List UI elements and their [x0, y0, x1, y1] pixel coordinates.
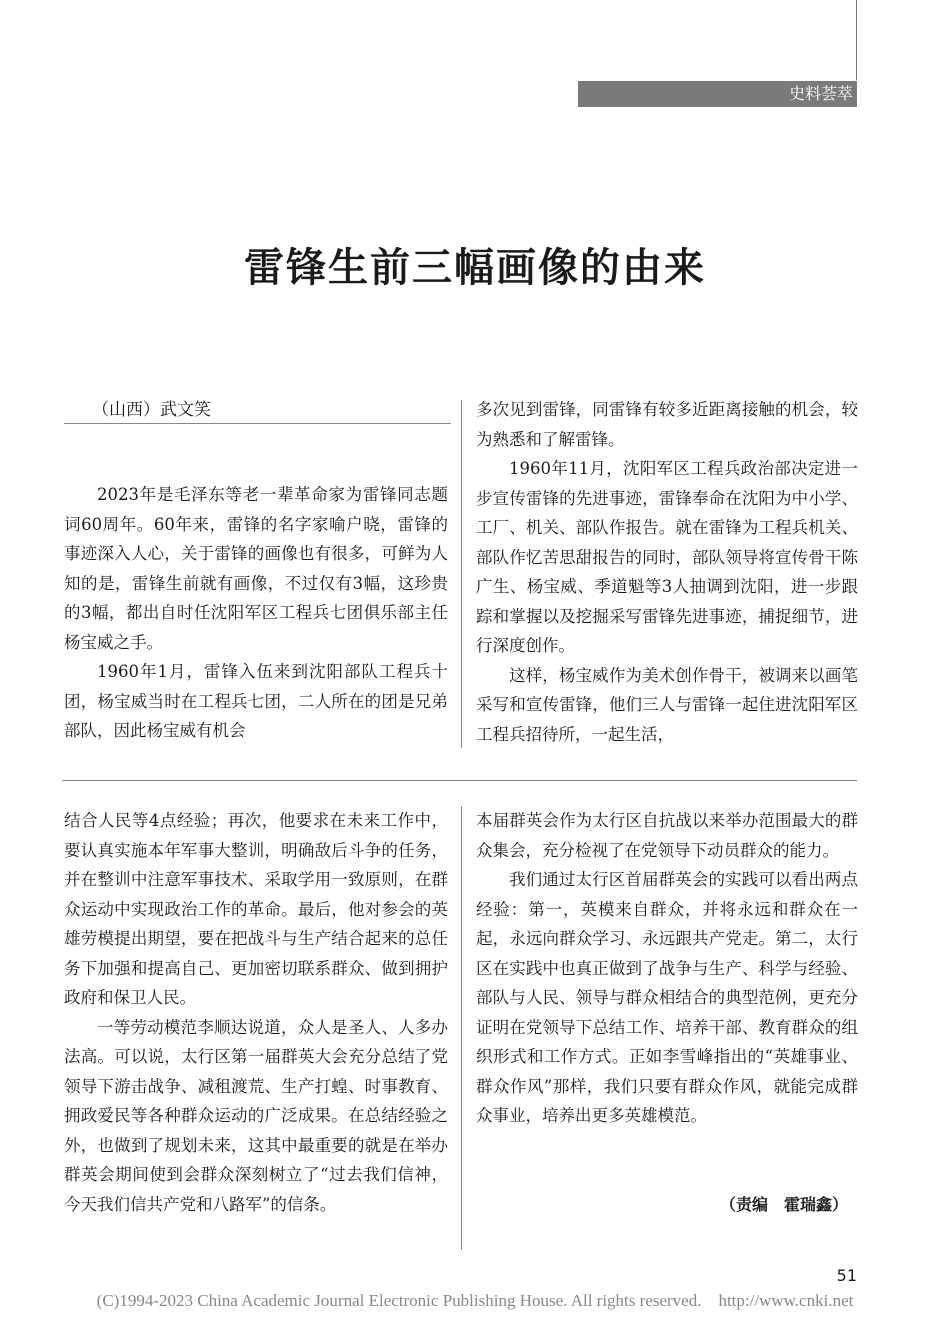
upper-right-column: [476, 395, 858, 755]
copyright-notice: (C)1994-2023 China Academic Journal Electronic Publishing House. All rights reserved. http://www.cnki.net: [96, 1291, 854, 1310]
author-byline: （山西）武文笑: [92, 400, 211, 420]
paragraph: 本届群英会作为太行区自抗战以来举办范围最大的群众集会，充分检视了在党领导下动员群众的能力。: [476, 811, 858, 860]
section-tag: 史料荟萃: [578, 81, 857, 107]
paragraph: 1960年11月，沈阳军区工程兵政治部决定进一步宣传雷锋的先进事迹，雷锋奉命在沈阳为中小学、工厂、机关、部队作报告。就在雷锋为工程兵机关、部队作忆苦思甜报告的同时，部队领导将宣传骨干陈广生、杨宝威、季道魁等3人抽调到沈阳，进一步跟踪和掌握以及挖掘采写雷锋先进事迹，捕捉细节，进行深度创作。: [476, 459, 858, 655]
author-underline: [64, 423, 451, 424]
lower-right-column: [476, 806, 858, 1190]
paragraph: 2023年是毛泽东等老一辈革命家为雷锋同志题词60周年。60年来，雷锋的名字家喻户晓，雷锋的事迹深入人心，关于雷锋的画像也有很多，可鲜为人知的是，雷锋生前就有画像，不过仅有3幅，这珍贵的3幅，都出自时任沈阳军区工程兵七团俱乐部主任杨宝威之手。: [64, 485, 448, 652]
paragraph: 结合人民等4点经验；再次，他要求在未来工作中，要认真实施本年军事大整训，明确敌后斗争的任务，并在整训中注意军事技术、采取学用一致原则，在群众运动中实现政治工作的革命。最后，他对参会的英雄劳模提出期望，要在把战斗与生产结合起来的总任务下加强和提高自己、更加密切联系群众、做到拥护政府和保卫人民。: [64, 811, 448, 1007]
paragraph: 这样，杨宝威作为美术创作骨干，被调来以画笔采写和宣传雷锋，他们三人与雷锋一起住进沈阳军区工程兵招待所，一起生活，: [476, 665, 858, 744]
page-number: 51: [836, 1266, 857, 1285]
lower-left-column: [64, 806, 448, 1252]
editor-credit: （责编 霍瑞鑫）: [720, 1195, 849, 1214]
upper-left-column: [64, 480, 448, 755]
paragraph: 1960年1月，雷锋入伍来到沈阳部队工程兵十团，杨宝威当时在工程兵七团，二人所在的团是兄弟部队，因此杨宝威有机会: [64, 662, 448, 740]
lower-column-divider: [461, 806, 462, 1250]
top-vertical-rule: [856, 0, 857, 80]
upper-column-divider: [461, 400, 462, 748]
article-title: 雷锋生前三幅画像的由来: [244, 245, 706, 291]
paragraph: 我们通过太行区首届群英会的实践可以看出两点经验：第一，英模来自群众，并将永远和群众在一起，永远向群众学习、永远跟共产党走。第二，太行区在实践中也真正做到了战争与生产、科学与经验、部队与人民、领导与群众相结合的典型范例，更充分证明在党领导下总结工作、培养干部、教育群众的组织形式和工作方式。正如李雪峰指出的“英雄事业、群众作风”那样，我们只要有群众作风，就能完成群众事业，培养出更多英雄模范。: [476, 870, 858, 1125]
paragraph: 多次见到雷锋，同雷锋有较多近距离接触的机会，较为熟悉和了解雷锋。: [476, 400, 858, 449]
paragraph: 一等劳动模范李顺达说道，众人是圣人、人多办法高。可以说，太行区第一届群英大会充分总结了党领导下游击战争、减租渡荒、生产打蝗、时事教育、拥政爱民等各种群众运动的广泛成果。在总结经验之外，也做到了规划未来，这其中最重要的就是在举办群英会期间使到会群众深刻树立了“过去我们信神，今天我们信共产党和八路军”的信条。: [64, 1017, 448, 1214]
section-separator: [62, 780, 857, 781]
